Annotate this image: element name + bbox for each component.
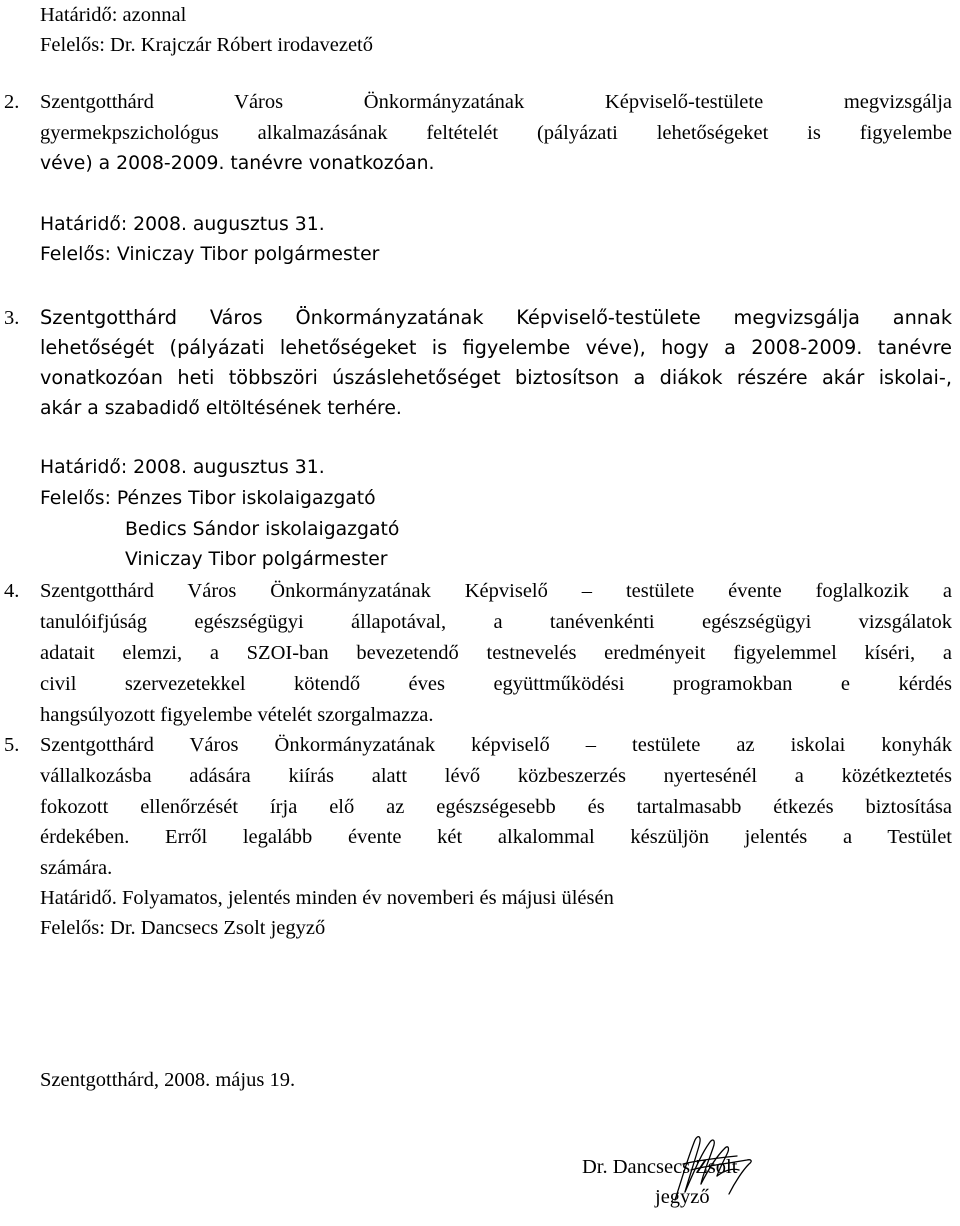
handwritten-signature-icon [655,1130,765,1210]
item-number: 3. [4,307,20,329]
item-number: 2. [4,91,20,113]
item5-line: számára. [40,857,113,879]
item4-line: hangsúlyozott figyelembe vételét szorgalmazza. [40,704,434,726]
item3-line: vonatkozóan heti többszöri úszáslehetőséget biztosítson a diákok részére akár iskolai-, [40,366,952,389]
item4-line: Szentgotthárd Város Önkormányzatának Képviselő – testülete évente foglalkozik a [40,580,952,602]
item5-responsible: Felelős: Dr. Dancsecs Zsolt jegyző [40,917,326,939]
item5-deadline: Határidő. Folyamatos, jelentés minden év novemberi és májusi ülésén [40,887,614,909]
item-number: 4. [4,580,20,602]
item2-deadline: Határidő: 2008. augusztus 31. [40,214,325,235]
item4-line: civil szervezetekkel kötendő éves együttműködési programokban e kérdés [40,673,952,695]
item3-line: lehetőségét (pályázati lehetőségeket is figyelembe véve), hogy a 2008-2009. tanévre [40,336,952,359]
signatory-name: Dr. Dancsecs Zsolt [582,1156,738,1178]
item2-line: Szentgotthárd Város Önkormányzatának Képviselő-testülete megvizsgálja [40,91,952,113]
item2-responsible: Felelős: Viniczay Tibor polgármester [40,244,380,265]
item3-line: akár a szabadidő eltöltésének terhére. [40,398,402,419]
item3-responsible-extra: Bedics Sándor iskolaigazgató [125,519,400,540]
lead-responsible: Felelős: Dr. Krajczár Róbert irodavezető [40,34,373,56]
item5-line: érdekében. Erről legalább évente két alkalommal készüljön jelentés a Testület [40,826,952,848]
item-number: 5. [4,734,20,756]
item3-line: Szentgotthárd Város Önkormányzatának Képviselő-testülete megvizsgálja annak [40,306,952,329]
item3-responsible-extra: Viniczay Tibor polgármester [125,549,388,570]
place-date: Szentgotthárd, 2008. május 19. [40,1069,296,1091]
item5-line: vállalkozásba adására kiírás alatt lévő közbeszerzés nyertesénél a közétkeztetés [40,765,952,787]
item2-line: véve) a 2008-2009. tanévre vonatkozóan. [40,153,435,174]
item5-line: Szentgotthárd Város Önkormányzatának képviselő – testülete az iskolai konyhák [40,734,952,756]
item4-line: adatait elemzi, a SZOI-ban bevezetendő testnevelés eredményeit figyelemmel kíséri, a [40,642,952,664]
lead-deadline: Határidő: azonnal [40,4,187,26]
signatory-title: jegyző [655,1186,710,1208]
item4-line: tanulóifjúság egészségügyi állapotával, a tanévenkénti egészségügyi vizsgálatok [40,611,952,633]
item5-line: fokozott ellenőrzését írja elő az egészségesebb és tartalmasabb étkezés biztosítása [40,796,952,818]
item3-deadline: Határidő: 2008. augusztus 31. [40,457,325,478]
item2-line: gyermekpszichológus alkalmazásának feltételét (pályázati lehetőségeket is figyelembe [40,122,952,144]
item3-responsible: Felelős: Pénzes Tibor iskolaigazgató [40,488,376,509]
